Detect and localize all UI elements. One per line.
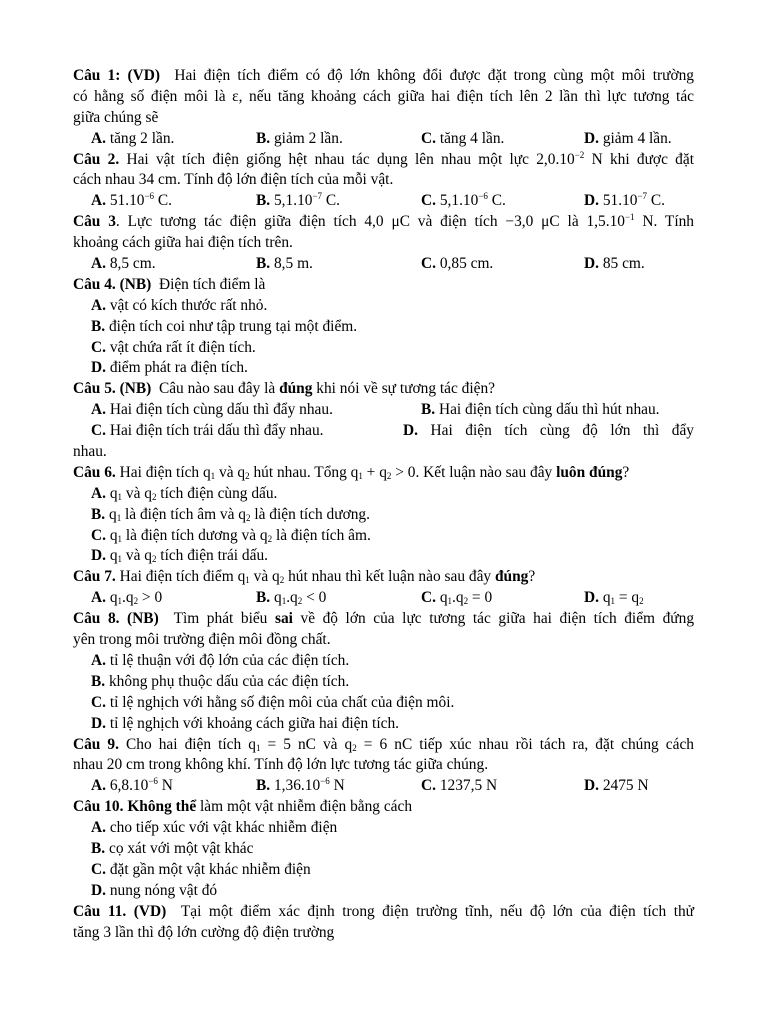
question-text: Câu 3. Lực tương tác điện giữa điện tích 4,0 μC và điện tích −3,0 μC là $1,5.10^{-1}$ N. Tính	[73, 212, 694, 231]
question-text: Tìm phát biểu sai về độ lớn của lực tương tác giữa hai điện tích điểm đứng	[173, 610, 695, 628]
question-10	[73, 797, 694, 901]
option-b[interactable]: B. $1,36.10^{-6}$ N	[256, 776, 345, 795]
question-label: Câu 5. (NB)	[73, 380, 152, 398]
option-d[interactable]: D. $51.10^{-7}$ C.	[584, 191, 666, 210]
option-c[interactable]: C. $q_1.q_2 = 0$	[421, 589, 493, 607]
question-2	[73, 150, 694, 213]
option-d[interactable]: D. tỉ lệ nghịch với khoảng cách giữa hai điện tích.	[91, 714, 399, 732]
option-b[interactable]: B. điện tích coi như tập trung tại một điểm.	[91, 317, 358, 335]
question-label: Câu 10.	[73, 798, 124, 816]
option-c[interactable]: C. đặt gần một vật khác nhiễm điện	[91, 860, 311, 878]
question-text: Cho hai điện tích $q_1 = 5$ nC và $q_2 = 6$ nC tiếp xúc nhau rồi tách ra, đặt chúng cách	[126, 735, 694, 753]
option-b[interactable]: B. 8,5 m.	[256, 255, 313, 273]
option-d[interactable]: D. Hai điện tích cùng độ lớn thì đẩy	[403, 422, 694, 440]
option-c[interactable]: C. $q_1$ là điện tích dương và $q_2$ là điện tích âm.	[91, 526, 371, 544]
option-b[interactable]: B. $q_1$ là điện tích âm và $q_2$ là điện tích dương.	[91, 505, 370, 523]
question-label: Câu 9.	[73, 735, 119, 753]
option-c[interactable]: C. tỉ lệ nghịch với hằng số điện môi của chất của điện môi.	[91, 693, 455, 711]
options-row	[73, 421, 694, 442]
question-text: tăng 3 lần thì độ lớn cường độ điện trường	[73, 923, 335, 941]
options-row	[73, 776, 694, 797]
question-text: nhau 20 cm trong không khí. Tính độ lớn lực tương tác giữa chúng.	[73, 756, 489, 774]
option-b[interactable]: B. không phụ thuộc dấu của các điện tích.	[91, 672, 350, 690]
option-b[interactable]: B. $5,1.10^{-7}$ C.	[256, 191, 341, 210]
option-a[interactable]: A. tỉ lệ thuận với độ lớn của các điện tích.	[91, 651, 350, 669]
question-label: Câu 7.	[73, 568, 116, 586]
option-a[interactable]: A. 8,5 cm.	[91, 255, 156, 273]
question-text: khoảng cách giữa hai điện tích trên.	[73, 234, 293, 252]
question-label: Câu 3	[73, 213, 116, 231]
question-label: Câu 2.	[73, 150, 120, 168]
option-a[interactable]: A. $6,8.10^{-6}$ N	[91, 776, 173, 795]
option-c[interactable]: C. Hai điện tích trái dấu thì đẩy nhau.	[91, 422, 324, 440]
question-8	[73, 609, 694, 734]
option-d[interactable]: D. $q_1 = q_2$	[584, 589, 644, 607]
question-7	[73, 567, 694, 609]
question-label: Câu 1: (VD)	[73, 67, 161, 84]
option-d[interactable]: D. 2475 N	[584, 777, 649, 795]
option-b[interactable]: B. cọ xát với một vật khác	[91, 839, 254, 857]
option-a[interactable]: A. $q_1.q_2 > 0$	[91, 589, 163, 607]
question-text: giữa chúng sẽ	[73, 108, 159, 126]
option-d[interactable]: D. điểm phát ra điện tích.	[91, 359, 248, 377]
question-text: Hai điện tích điểm $q_1$ và $q_2$ hút nhau thì kết luận nào sau đây đúng?	[119, 568, 536, 586]
question-11	[73, 902, 694, 944]
question-label: Câu 11. (VD)	[73, 902, 167, 920]
question-text: Hai điện tích điểm có độ lớn không đổi được đặt trong cùng một môi trường	[174, 67, 694, 84]
question-text: Hai vật tích điện giống hệt nhau tác dụng lên nhau một lực $2,0.10^{-2}$ N khi được đặt	[126, 149, 694, 168]
question-6	[73, 463, 694, 567]
question-text: có hằng số điện môi là ε, nếu tăng khoảng cách giữa hai điện tích lên 2 lần thì lực tương tác	[73, 87, 694, 105]
question-3	[73, 212, 694, 275]
options-row	[73, 588, 694, 609]
question-9	[73, 735, 694, 798]
option-d[interactable]: D. $q_1$ và $q_2$ tích điện trái dấu.	[91, 547, 268, 565]
option-b[interactable]: B. giảm 2 lần.	[256, 129, 343, 147]
option-c[interactable]: C. $5,1.10^{-6}$ C.	[421, 191, 506, 210]
option-c[interactable]: C. 0,85 cm.	[421, 255, 494, 273]
exam-page	[73, 66, 694, 943]
option-c[interactable]: C. 1237,5 N	[421, 777, 498, 795]
question-text: yên trong môi trường điện môi đồng chất.	[73, 631, 331, 649]
question-label: Câu 8. (NB)	[73, 610, 159, 628]
question-label: Câu 4. (NB)	[73, 275, 152, 293]
options-row	[73, 254, 694, 275]
option-c[interactable]: C. vật chứa rất ít điện tích.	[91, 338, 256, 356]
option-d[interactable]: D. nung nóng vật đó	[91, 881, 218, 899]
option-a[interactable]: A. tăng 2 lần.	[91, 129, 175, 147]
option-d[interactable]: D. 85 cm.	[584, 255, 645, 273]
question-4	[73, 275, 694, 379]
option-a[interactable]: A. vật có kích thước rất nhỏ.	[91, 296, 268, 314]
question-text: Câu nào sau đây là đúng khi nói về sự tương tác điện?	[158, 380, 495, 398]
options-row	[73, 129, 694, 150]
question-text: Điện tích điểm là	[158, 275, 266, 293]
options-row	[73, 191, 694, 212]
question-text: Không thể làm một vật nhiễm điện bằng cách	[127, 798, 413, 816]
question-5	[73, 379, 694, 463]
option-d[interactable]: D. giảm 4 lần.	[584, 129, 672, 147]
question-label: Câu 6.	[73, 463, 116, 481]
option-b[interactable]: B. Hai điện tích cùng dấu thì hút nhau.	[421, 401, 660, 419]
option-d-wrap: nhau.	[73, 443, 107, 461]
option-a[interactable]: A. $q_1$ và $q_2$ tích điện cùng dấu.	[91, 484, 278, 502]
question-text: cách nhau 34 cm. Tính độ lớn điện tích của mỗi vật.	[73, 171, 394, 189]
option-a[interactable]: A. cho tiếp xúc với vật khác nhiễm điện	[91, 819, 338, 837]
options-row	[73, 400, 694, 421]
option-c[interactable]: C. tăng 4 lần.	[421, 129, 505, 147]
option-b[interactable]: B. $q_1.q_2 < 0$	[256, 589, 327, 607]
question-text: Tại một điểm xác định trong điện trường tĩnh, nếu độ lớn của điện tích thử	[180, 902, 695, 920]
question-1	[73, 66, 694, 150]
option-a[interactable]: A. Hai điện tích cùng dấu thì đẩy nhau.	[91, 401, 333, 419]
question-text: Hai điện tích $q_1$ và $q_2$ hút nhau. Tổng $q_1 + q_2 > 0$. Kết luận nào sau đây luôn đúng?	[119, 463, 630, 481]
option-a[interactable]: A. $51.10^{-6}$ C.	[91, 191, 173, 210]
